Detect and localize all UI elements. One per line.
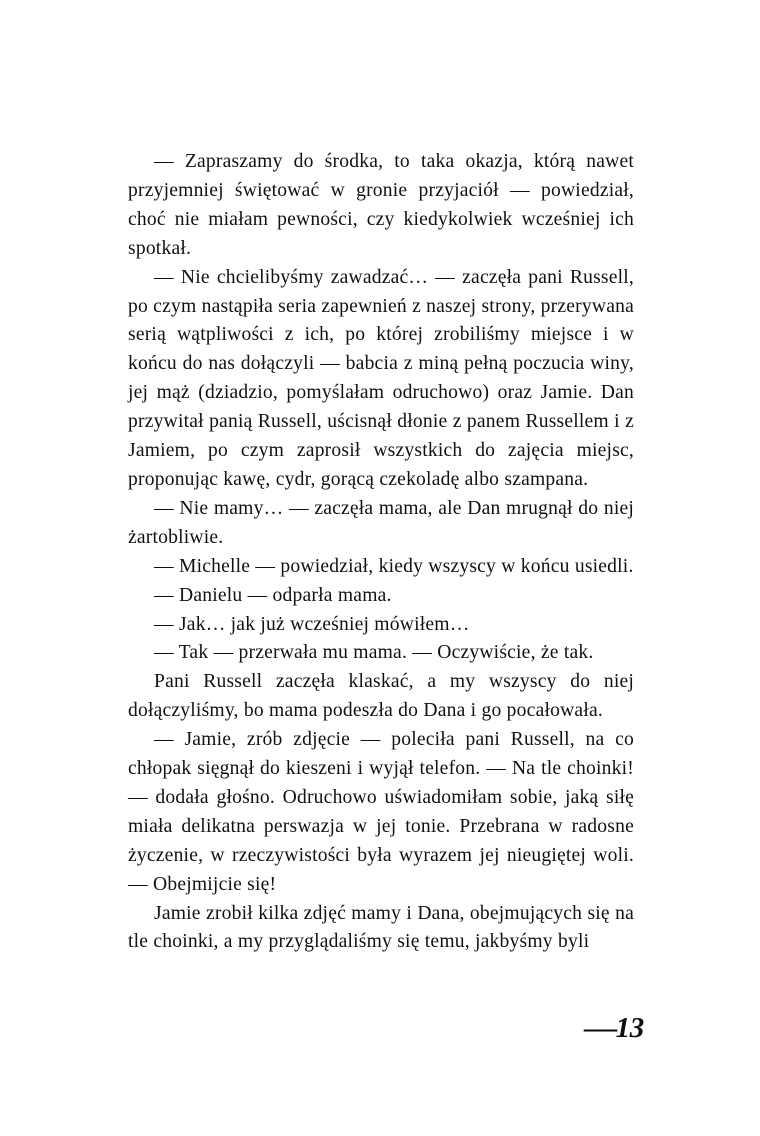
paragraph: — Nie mamy… — zaczęła mama, ale Dan mrugnął do niej żartobliwie. [128, 497, 634, 548]
paragraph: — Jak… jak już wcześniej mówiłem… [154, 613, 470, 635]
paragraph: Pani Russell zaczęła klaskać, a my wszyscy do niej dołączyliśmy, bo mama podeszła do Dana i go pocałowała. [128, 671, 634, 722]
paragraph: — Nie chcielibyśmy zawadzać… — zaczęła pani Russell, po czym nastąpiła seria zapewnień z naszej strony, przerywana serią wątpliwości z ich, po której zrobiliśmy miejsce i w końcu do nas dołączyli — babcia z miną pełną poczucia winy, jej mąż (dziadzio, pomyślałam odruchowo) oraz Jamie. Dan przywitał panią Russell, uścisnął dłonie z panem Russellem i z Jamiem, po czym zaprosił wszystkich do zajęcia miejsc, proponując kawę, cydr, gorącą czekoladę albo szampana. [128, 266, 634, 490]
paragraph: — Tak — przerwała mu mama. — Oczywiście, że tak. [154, 642, 594, 664]
page-number-dash: — [583, 1012, 617, 1044]
paragraph: — Zapraszamy do środka, to taka okazja, którą nawet przyjemniej świętować w gronie przyjaciół — powiedział, choć nie miałam pewności, czy kiedykolwiek wcześniej ich spotkał. [128, 151, 634, 259]
paragraph: — Danielu — odparła mama. [154, 584, 392, 606]
page-number [0, 1012, 644, 1045]
paragraph: — Michelle — powiedział, kiedy wszyscy w końcu usiedli. [154, 555, 634, 577]
paragraph: — Jamie, zrób zdjęcie — poleciła pani Russell, na co chłopak sięgnął do kieszeni i wyjął telefon. — Na tle choinki! — dodała głośno. Odruchowo uświadomiłam sobie, jaką siłę miała delikatna perswazja w jej tonie. Przebrana w radosne życzenie, w rzeczywistości była wyrazem jej nieugiętej woli. — Obejmijcie się! [128, 729, 634, 895]
page-text-block [128, 148, 634, 957]
paragraph: Jamie zrobił kilka zdjęć mamy i Dana, obejmujących się na tle choinki, a my przyglądaliśmy się temu, jakbyśmy byli [128, 902, 634, 953]
page-number-value: 13 [615, 1012, 644, 1044]
